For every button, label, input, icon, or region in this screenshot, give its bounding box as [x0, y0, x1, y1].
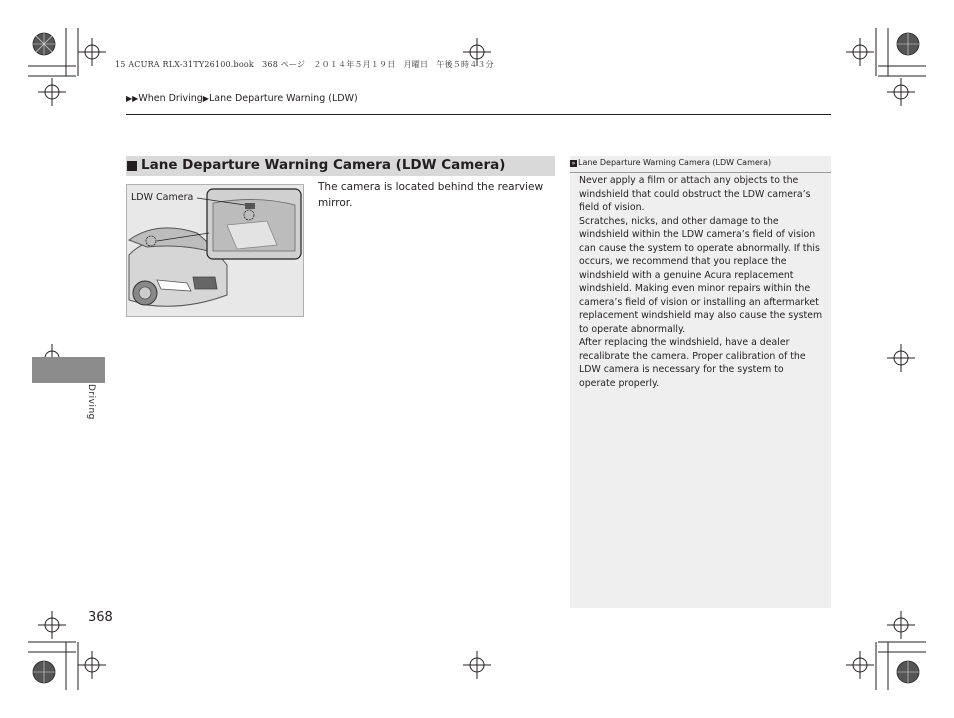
sidebar-paragraph: After replacing the windshield, have a dealer recalibrate the camera. Proper calibration of the LDW camera is necessary for the system to operate properly. — [579, 337, 806, 389]
breadcrumb-arrow-icon: ▶▶ — [126, 94, 139, 103]
figure-label: LDW Camera — [131, 192, 194, 203]
car-illustration — [127, 185, 304, 317]
breadcrumb — [126, 93, 358, 104]
sidebar-paragraph: Scratches, nicks, and other damage to the windshield within the LDW camera’s field of vision can cause the system to operate abnormally. If this occurs, we recommend that you replace the windshield with a genuine Acura replacement windshield. Making even minor repairs within the camera’s field of vision or installing an aftermarket replacement windshield may also cause the system to operate abnormally. — [579, 215, 823, 335]
sidebar-body — [579, 174, 823, 390]
print-header: 15 ACURA RLX-31TY26100.book 368 ページ ２０１４年５月１９日 月曜日 午後５時４３分 — [115, 60, 494, 69]
section-heading — [126, 156, 555, 176]
reference-arrow-icon: » — [571, 160, 576, 167]
section-body: The camera is located behind the rearview mirror. — [318, 181, 544, 209]
sidebar-title: Lane Departure Warning Camera (LDW Camera) — [578, 158, 772, 167]
breadcrumb-item[interactable]: Lane Departure Warning (LDW) — [208, 93, 358, 104]
square-bullet-icon — [127, 161, 137, 171]
sidebar-divider — [570, 172, 831, 173]
breadcrumb-item[interactable]: When Driving — [138, 93, 203, 104]
chapter-tab — [32, 357, 105, 383]
breadcrumb-arrow-icon: ▶ — [202, 94, 209, 103]
header-rule — [126, 114, 831, 115]
sidebar-note — [570, 156, 831, 608]
sidebar-title-row — [570, 158, 771, 167]
sidebar-paragraph: Never apply a film or attach any objects to the windshield that could obstruct the LDW camera’s field of vision. — [579, 175, 811, 213]
camera-illustration — [126, 184, 304, 317]
page-number: 368 — [88, 610, 113, 625]
section-title: Lane Departure Warning Camera (LDW Camera) — [141, 157, 506, 173]
chapter-tab-label: Driving — [86, 384, 96, 420]
